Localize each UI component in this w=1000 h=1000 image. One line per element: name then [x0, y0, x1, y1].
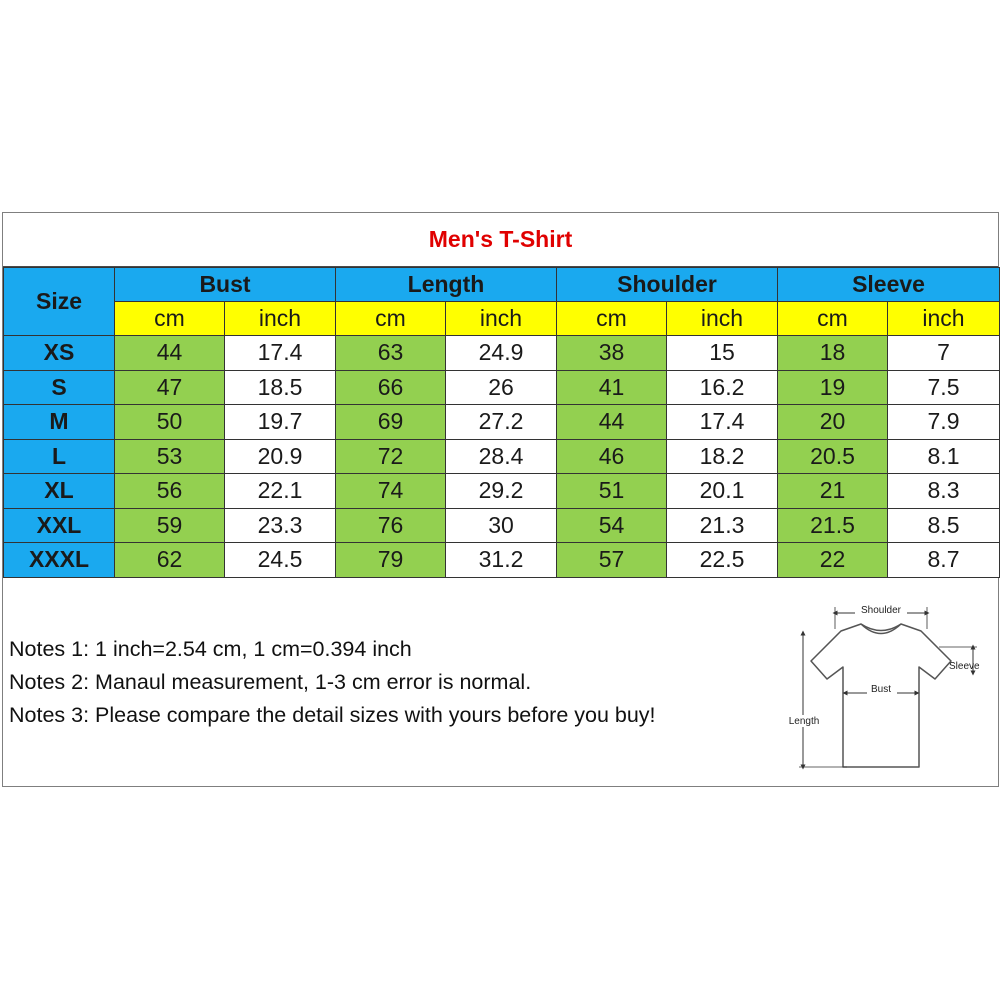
inch-value-cell: 22.1	[225, 474, 336, 509]
size-row	[4, 336, 1000, 371]
length-label: Length	[788, 716, 820, 727]
cm-value-cell: 53	[115, 439, 225, 474]
size-header: Size	[4, 268, 115, 336]
size-row	[4, 543, 1000, 578]
cm-value-cell: 56	[115, 474, 225, 509]
inch-value-cell: 8.1	[888, 439, 1000, 474]
size-row	[4, 370, 1000, 405]
cm-value-cell: 59	[115, 508, 225, 543]
note-1: Notes 1: 1 inch=2.54 cm, 1 cm=0.394 inch	[9, 637, 412, 661]
cm-value-cell: 51	[557, 474, 667, 509]
note-3: Notes 3: Please compare the detail sizes with yours before you buy!	[9, 703, 656, 727]
inch-value-cell: 17.4	[667, 405, 778, 440]
cm-value-cell: 63	[336, 336, 446, 371]
inch-value-cell: 20.9	[225, 439, 336, 474]
unit-cell: cm	[336, 302, 446, 336]
unit-cell: inch	[667, 302, 778, 336]
cm-value-cell: 72	[336, 439, 446, 474]
cm-value-cell: 79	[336, 543, 446, 578]
unit-cell: inch	[225, 302, 336, 336]
inch-value-cell: 19.7	[225, 405, 336, 440]
inch-value-cell: 16.2	[667, 370, 778, 405]
shoulder-header: Shoulder	[557, 268, 778, 302]
inch-value-cell: 27.2	[446, 405, 557, 440]
size-label: M	[4, 405, 115, 440]
inch-value-cell: 24.5	[225, 543, 336, 578]
header-row	[4, 268, 1000, 302]
cm-value-cell: 46	[557, 439, 667, 474]
size-label: XL	[4, 474, 115, 509]
tshirt-measurement-diagram	[773, 591, 993, 771]
inch-value-cell: 24.9	[446, 336, 557, 371]
cm-value-cell: 20.5	[778, 439, 888, 474]
cm-value-cell: 18	[778, 336, 888, 371]
length-header: Length	[336, 268, 557, 302]
unit-cell: cm	[557, 302, 667, 336]
unit-cell: cm	[778, 302, 888, 336]
cm-value-cell: 19	[778, 370, 888, 405]
note-2: Notes 2: Manaul measurement, 1-3 cm error is normal.	[9, 670, 532, 694]
inch-value-cell: 30	[446, 508, 557, 543]
cm-value-cell: 20	[778, 405, 888, 440]
size-label: XXXL	[4, 543, 115, 578]
cm-value-cell: 69	[336, 405, 446, 440]
size-label: XXL	[4, 508, 115, 543]
cm-value-cell: 41	[557, 370, 667, 405]
inch-value-cell: 7.9	[888, 405, 1000, 440]
inch-value-cell: 8.7	[888, 543, 1000, 578]
notes	[9, 633, 656, 732]
inch-value-cell: 7	[888, 336, 1000, 371]
chart-title: Men's T-Shirt	[3, 213, 998, 267]
inch-value-cell: 8.5	[888, 508, 1000, 543]
inch-value-cell: 21.3	[667, 508, 778, 543]
inch-value-cell: 31.2	[446, 543, 557, 578]
unit-cell: inch	[446, 302, 557, 336]
shoulder-label: Shoulder	[860, 605, 902, 616]
cm-value-cell: 47	[115, 370, 225, 405]
cm-value-cell: 62	[115, 543, 225, 578]
size-label: XS	[4, 336, 115, 371]
size-chart	[2, 212, 999, 787]
tshirt-outline	[811, 624, 951, 767]
cm-value-cell: 66	[336, 370, 446, 405]
size-label: S	[4, 370, 115, 405]
cm-value-cell: 21.5	[778, 508, 888, 543]
inch-value-cell: 20.1	[667, 474, 778, 509]
cm-value-cell: 57	[557, 543, 667, 578]
cm-value-cell: 21	[778, 474, 888, 509]
inch-value-cell: 18.5	[225, 370, 336, 405]
cm-value-cell: 38	[557, 336, 667, 371]
size-row	[4, 508, 1000, 543]
bust-header: Bust	[115, 268, 336, 302]
cm-value-cell: 54	[557, 508, 667, 543]
inch-value-cell: 28.4	[446, 439, 557, 474]
inch-value-cell: 29.2	[446, 474, 557, 509]
inch-value-cell: 15	[667, 336, 778, 371]
inch-value-cell: 18.2	[667, 439, 778, 474]
cm-value-cell: 44	[557, 405, 667, 440]
size-row	[4, 405, 1000, 440]
size-row	[4, 439, 1000, 474]
inch-value-cell: 7.5	[888, 370, 1000, 405]
bust-label: Bust	[870, 684, 892, 695]
cm-value-cell: 74	[336, 474, 446, 509]
size-label: L	[4, 439, 115, 474]
unit-cell: cm	[115, 302, 225, 336]
inch-value-cell: 8.3	[888, 474, 1000, 509]
inch-value-cell: 23.3	[225, 508, 336, 543]
cm-value-cell: 22	[778, 543, 888, 578]
unit-cell: inch	[888, 302, 1000, 336]
inch-value-cell: 22.5	[667, 543, 778, 578]
inch-value-cell: 17.4	[225, 336, 336, 371]
cm-value-cell: 44	[115, 336, 225, 371]
unit-row	[4, 302, 1000, 336]
cm-value-cell: 50	[115, 405, 225, 440]
size-table	[3, 267, 1000, 578]
inch-value-cell: 26	[446, 370, 557, 405]
sleeve-label: Sleeve	[949, 661, 980, 672]
size-row	[4, 474, 1000, 509]
sleeve-header: Sleeve	[778, 268, 1000, 302]
cm-value-cell: 76	[336, 508, 446, 543]
